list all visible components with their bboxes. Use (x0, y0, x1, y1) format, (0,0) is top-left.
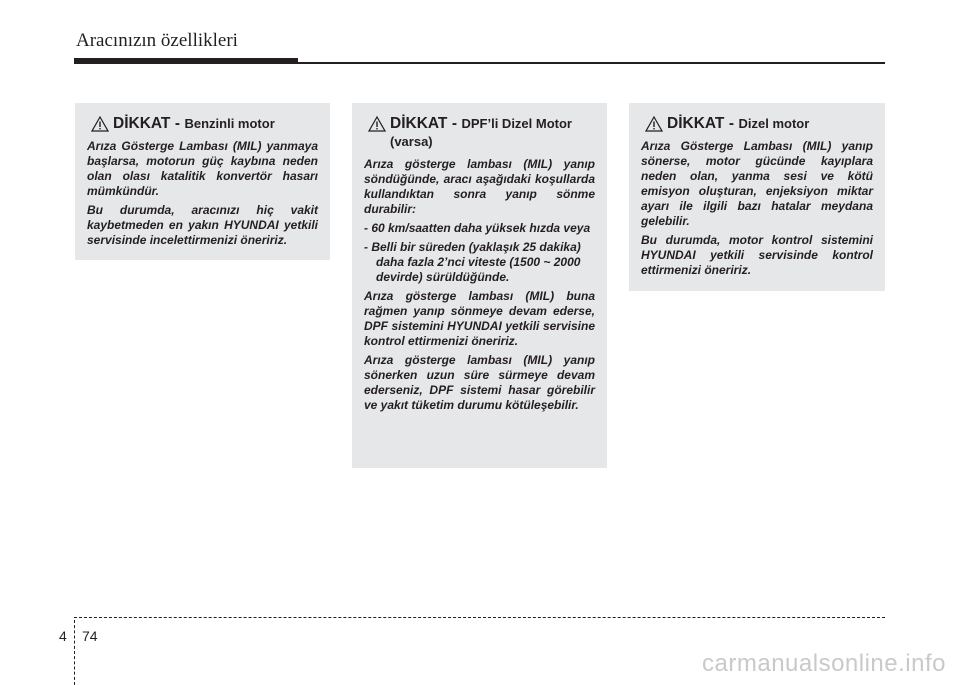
caution-subheading: Dizel motor (738, 116, 810, 131)
caution-dash: - (451, 115, 458, 132)
caution-label: DİKKAT (113, 115, 171, 132)
warning-triangle-icon (368, 116, 386, 132)
page-number: 74 (82, 628, 98, 644)
caution-bullet: - 60 km/saatten daha yüksek hızda veya (364, 221, 591, 235)
caution-subheading: DPF’li Dizel Motor (varsa) (390, 116, 572, 149)
caution-heading (641, 115, 873, 133)
caution-box-dpf-diesel-engine (352, 103, 607, 468)
page-header-title: Aracınızın özellikleri (76, 30, 238, 51)
caution-paragraph: Bu durumda, aracınızı hiç vakit kaybetmeden en yakın HYUNDAI yetkili servisinde incelettirmenizi öneririz. (87, 203, 318, 247)
caution-paragraph: Arıza gösterge lambası (MIL) buna rağmen yanıp sönmeye devam ederse, DPF sistemini HYUNDAI yetkili servisine kontrol ettirmenizi öneririz. (364, 289, 595, 348)
caution-label: DİKKAT (390, 115, 448, 132)
caution-bullet: - Belli bir süreden (yaklaşık 25 dakika) daha fazla 2’nci viteste (1500 ~ 2000 devirde) sürüldüğünde. (364, 240, 581, 284)
caution-paragraph: Arıza Gösterge Lambası (MIL) yanmaya başlarsa, motorun güç kaybına neden olan olası katalitik konvertör hasarı mümkündür. (87, 139, 318, 198)
warning-triangle-icon (91, 116, 109, 132)
caution-subheading: Benzinli motor (184, 116, 275, 131)
caution-paragraph: Arıza gösterge lambası (MIL) yanıp sönerken uzun süre sürmeye devam ederseniz, DPF sistemi hasar görebilir ve yakıt tüketim durumu kötüleşebilir. (364, 353, 595, 412)
caution-heading (87, 115, 318, 133)
chapter-number: 4 (59, 628, 67, 644)
caution-box-diesel-engine (629, 103, 885, 291)
caution-heading (364, 115, 595, 151)
caution-intro: Arıza gösterge lambası (MIL) yanıp söndüğünde, aracı aşağıdaki koşullarda kullandıktan sonra yanıp sönme durabilir: (364, 157, 595, 216)
caution-label: DİKKAT (667, 115, 725, 132)
caution-box-gasoline-engine (75, 103, 330, 260)
caution-dash: - (174, 115, 181, 132)
caution-dash: - (728, 115, 735, 132)
header-rule-thin (74, 62, 885, 64)
footer-vertical-rule (74, 620, 75, 685)
footer-rule (74, 617, 885, 618)
warning-triangle-icon (645, 116, 663, 132)
caution-paragraph: Bu durumda, motor kontrol sistemini HYUNDAI yetkili servisinde kontrol ettirmenizi öneririz. (641, 233, 873, 277)
watermark-text: carmanualsonline.info (702, 650, 946, 677)
caution-paragraph: Arıza Gösterge Lambası (MIL) yanıp sönerse, motor gücünde kayıplara neden olan, yanma sesi ve kötü emisyon oluşturan, enjeksiyon miktar ayarı ile ilgili bazı hatalar meydana gelebilir. (641, 139, 873, 228)
